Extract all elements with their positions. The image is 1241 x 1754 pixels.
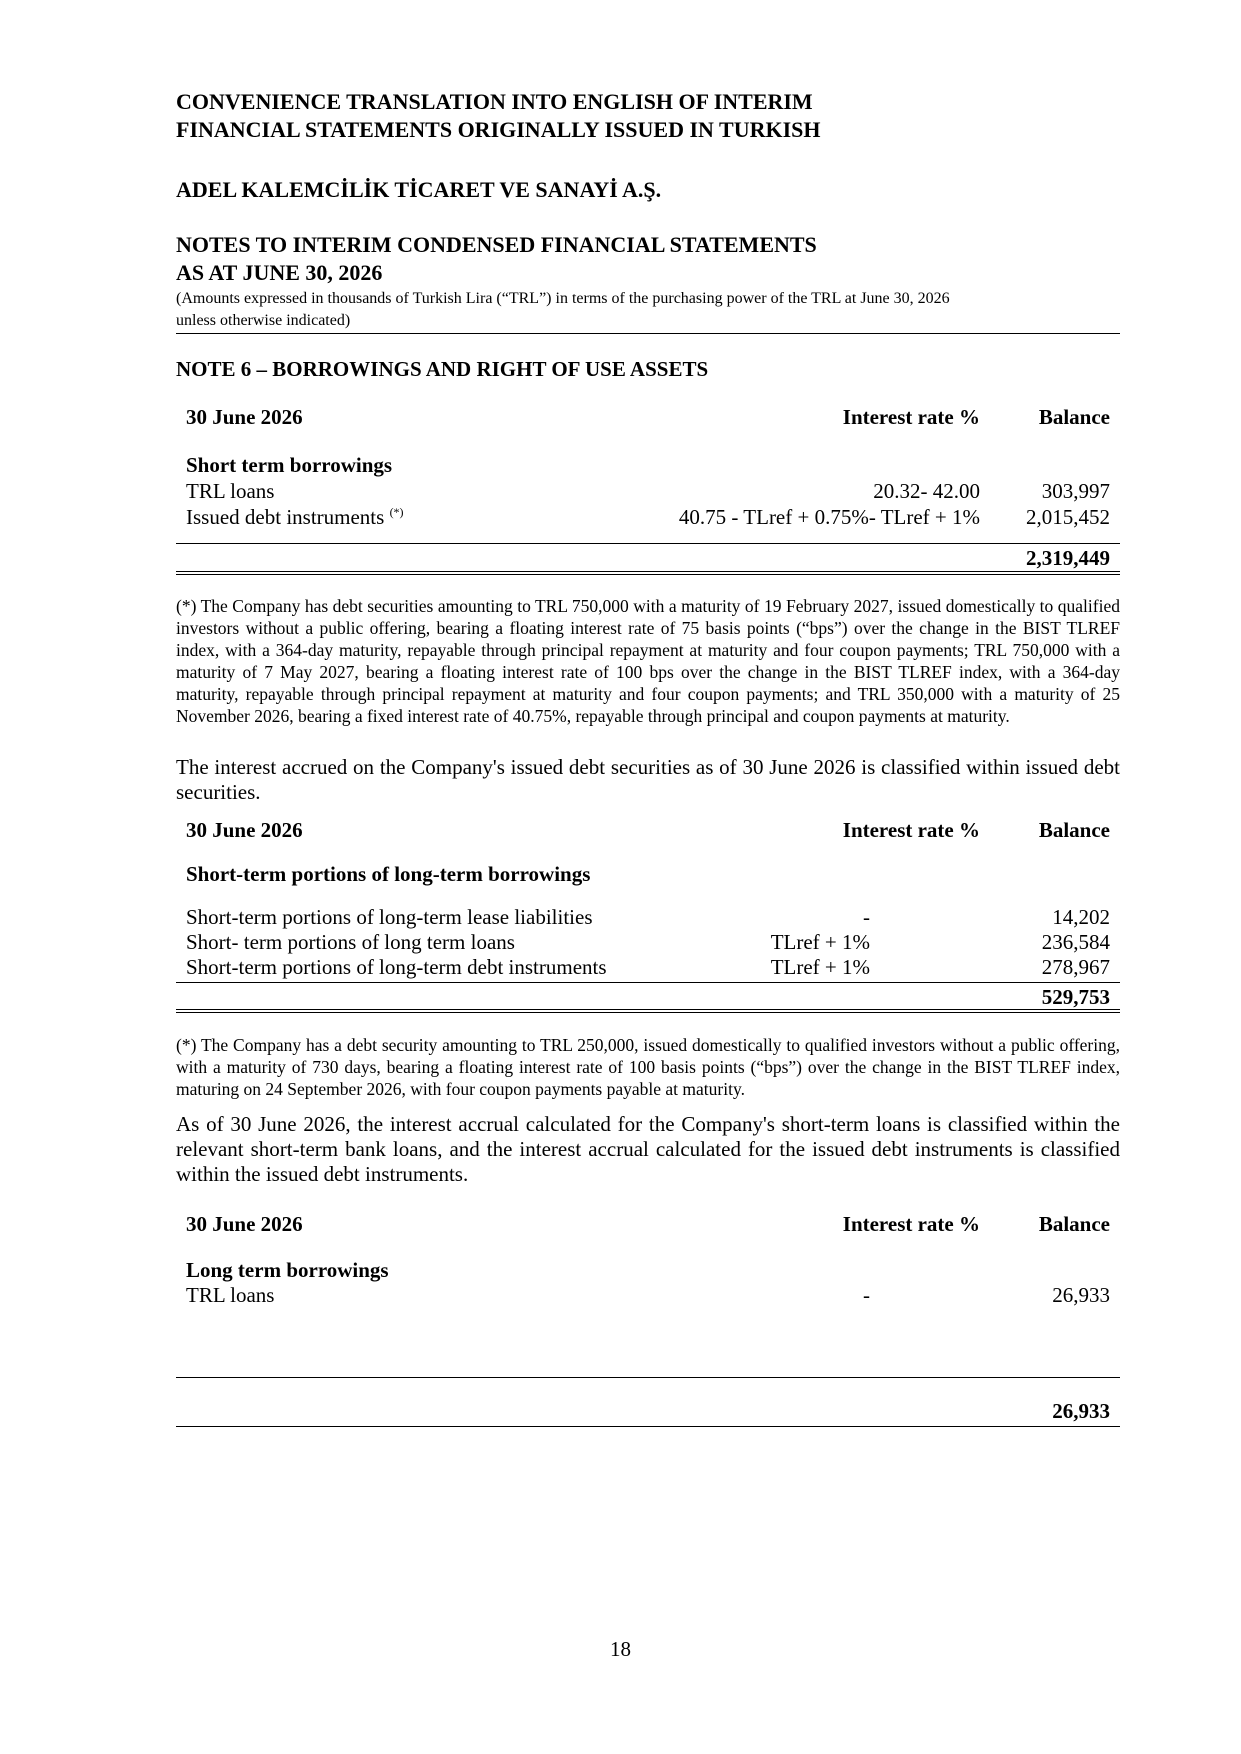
paragraph-2: As of 30 June 2026, the interest accrual calculated for the Company's short-term loans is classified within the relevant short-term bank loans, and the interest accrual calculated for the issued debt instruments is classified within the issued debt instruments.	[176, 1112, 1120, 1186]
header-line-1: CONVENIENCE TRANSLATION INTO ENGLISH OF INTERIM	[176, 89, 813, 114]
note-title: NOTE 6 – BORROWINGS AND RIGHT OF USE ASSETS	[176, 357, 709, 381]
col-balance: Balance	[1038, 1211, 1110, 1236]
total-double-rule	[176, 1009, 1120, 1013]
section-label: Long term borrowings	[186, 1257, 389, 1282]
subtotal-rule	[176, 982, 1120, 983]
table-row	[176, 930, 1120, 955]
table-row	[176, 1283, 1120, 1308]
subtotal-rule	[176, 543, 1120, 544]
section-row	[176, 452, 1120, 478]
notes-date: AS AT JUNE 30, 2026	[176, 260, 383, 285]
table-header-row	[176, 404, 1120, 430]
amounts-note	[176, 288, 1120, 332]
short-term-borrowings-table	[176, 404, 1120, 530]
table-header-row	[176, 817, 1120, 843]
translation-header	[176, 88, 821, 144]
section-row	[176, 1257, 1120, 1283]
table-date: 30 June 2026	[186, 1211, 303, 1236]
total-balance: 2,319,449	[1026, 545, 1110, 570]
row-balance: 236,584	[1041, 930, 1110, 954]
row-label: Short-term portions of long-term debt instruments	[186, 955, 607, 979]
row-label: Short-term portions of long-term lease liabilities	[186, 905, 593, 929]
col-balance: Balance	[1038, 404, 1110, 429]
table-header-row	[176, 1211, 1120, 1237]
row-label: Issued debt instruments (*)	[186, 504, 404, 529]
table-date: 30 June 2026	[186, 817, 303, 842]
table-row	[176, 955, 1120, 980]
section-row	[176, 861, 1120, 887]
row-balance: 278,967	[1041, 955, 1110, 979]
table-total	[176, 545, 1120, 571]
total-balance: 26,933	[1052, 1398, 1110, 1423]
paragraph-1: The interest accrued on the Company's issued debt securities as of 30 June 2026 is classified within issued debt securities.	[176, 755, 1120, 804]
amounts-note-line-1: (Amounts expressed in thousands of Turkish Lira (“TRL”) in terms of the purchasing power of the TRL at June 30, 2026	[176, 290, 950, 307]
row-rate: TLref + 1%	[770, 955, 870, 979]
section-label: Short term borrowings	[186, 452, 393, 477]
col-balance: Balance	[1038, 817, 1110, 842]
row-rate: TLref + 1%	[770, 930, 870, 954]
col-interest-rate: Interest rate %	[842, 404, 980, 429]
table-total	[176, 984, 1120, 1010]
long-term-borrowings-table	[176, 1211, 1120, 1308]
row-balance: 303,997	[1041, 478, 1110, 503]
col-interest-rate: Interest rate %	[842, 817, 980, 842]
footnote-marker: (*)	[389, 504, 404, 519]
total-balance: 529,753	[1041, 984, 1110, 1009]
notes-title: NOTES TO INTERIM CONDENSED FINANCIAL STATEMENTS	[176, 232, 817, 257]
footnote-1: (*) The Company has debt securities amounting to TRL 750,000 with a maturity of 19 February 2027, issued domestically to qualified investors without a public offering, bearing a floating interest rate of 75 basis points (“bps”) over the change in the BIST TLREF index, with a 364-day maturity, repayable through principal repayment at maturity and four coupon payments; TRL 750,000 with a maturity of 7 May 2027, bearing a floating interest rate of 100 bps over the change in the BIST TLREF index, with a 364-day maturity, repayable through principal repayment at maturity and four coupon payments; and TRL 350,000 with a maturity of 25 November 2026, bearing a fixed interest rate of 40.75%, repayable through principal and coupon payments at maturity.	[176, 596, 1120, 726]
header-divider	[176, 333, 1120, 334]
page-number: 18	[610, 1637, 631, 1661]
row-rate: 40.75 - TLref + 0.75%- TLref + 1%	[678, 504, 980, 529]
table-row	[176, 905, 1120, 930]
total-double-rule	[176, 571, 1120, 575]
total-rule	[176, 1426, 1120, 1427]
table-row	[176, 504, 1120, 530]
footnote-2: (*) The Company has a debt security amounting to TRL 250,000, issued domestically to qualified investors without a public offering, with a maturity of 730 days, bearing a floating interest rate of 100 basis points (“bps”) over the change in the BIST TLREF index, maturing on 24 September 2026, with four coupon payments payable at maturity.	[176, 1035, 1120, 1099]
amounts-note-line-2: unless otherwise indicated)	[176, 312, 351, 329]
row-rate: -	[863, 1283, 870, 1307]
subtotal-rule	[176, 1377, 1120, 1378]
row-balance: 26,933	[1052, 1283, 1110, 1307]
row-label: TRL loans	[186, 478, 275, 503]
row-rate: 20.32- 42.00	[873, 478, 980, 503]
company-name: ADEL KALEMCİLİK TİCARET VE SANAYİ A.Ş.	[176, 177, 662, 202]
section-label: Short-term portions of long-term borrowings	[186, 861, 591, 886]
col-interest-rate: Interest rate %	[842, 1211, 980, 1236]
row-label: Short- term portions of long term loans	[186, 930, 515, 954]
table-total	[176, 1398, 1120, 1424]
table-date: 30 June 2026	[186, 404, 303, 429]
row-rate: -	[863, 905, 870, 929]
row-balance: 2,015,452	[1026, 504, 1110, 529]
short-term-portions-table	[176, 817, 1120, 980]
table-row	[176, 478, 1120, 504]
header-line-2: FINANCIAL STATEMENTS ORIGINALLY ISSUED IN TURKISH	[176, 117, 821, 142]
row-label: TRL loans	[186, 1283, 275, 1307]
notes-header	[176, 231, 817, 287]
row-balance: 14,202	[1052, 905, 1110, 929]
